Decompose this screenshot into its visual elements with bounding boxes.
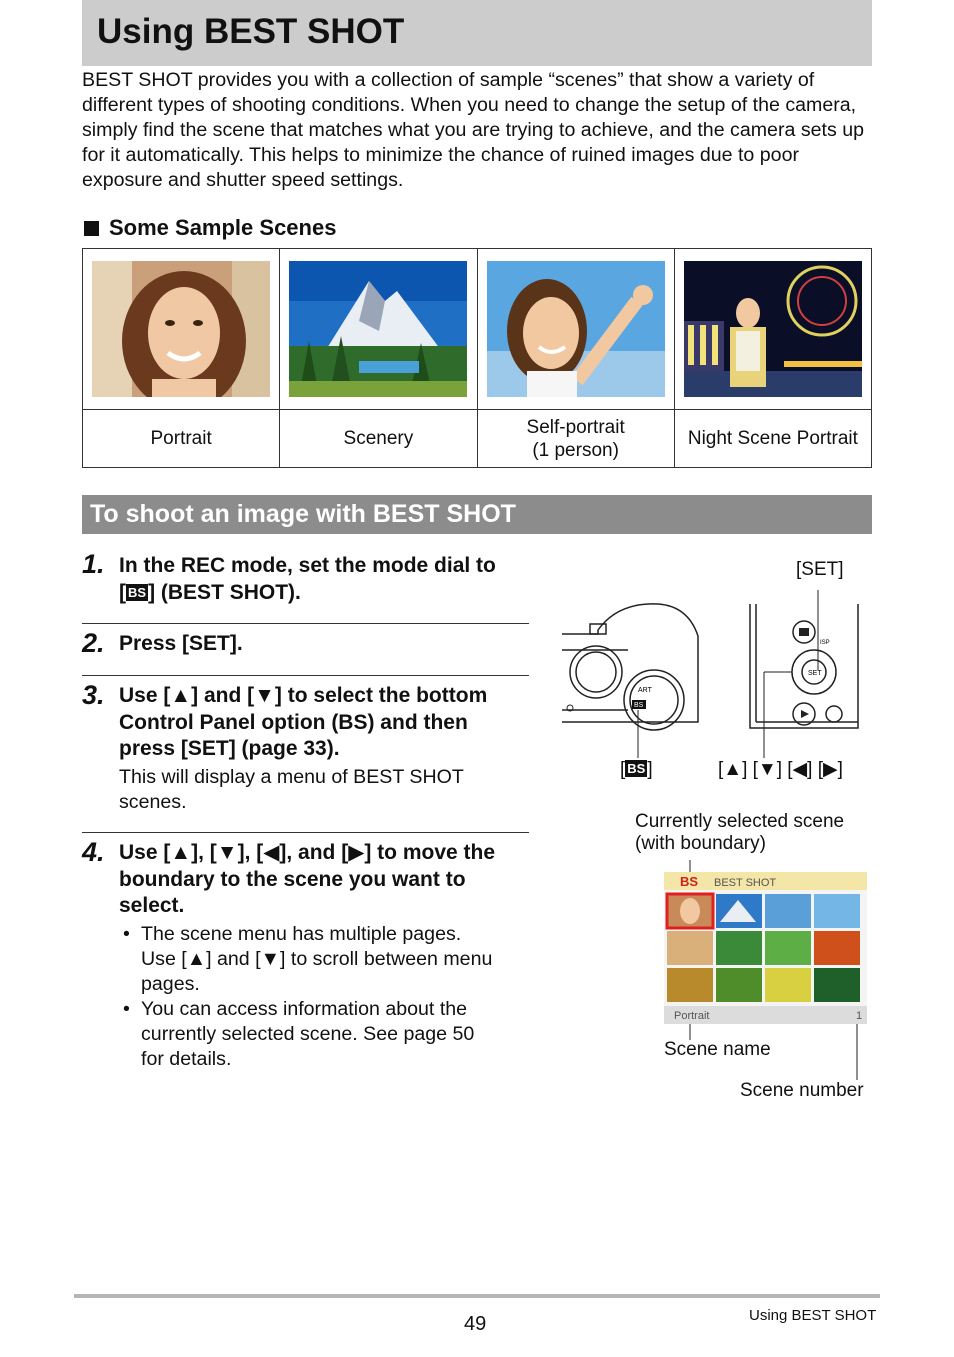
camera-top-view	[562, 604, 698, 730]
step-number: 1.	[82, 549, 105, 579]
step-line: Use [▲], [▼], [◀], and [▶] to move the	[119, 841, 496, 864]
page-number: 49	[464, 1313, 487, 1335]
section-title: To shoot an image with BEST SHOT	[90, 500, 516, 528]
bullet-dot: •	[123, 998, 130, 1020]
step-1-text	[119, 553, 539, 606]
bullet-item	[123, 922, 541, 997]
bullet-line: The scene menu has multiple pages.	[141, 923, 462, 945]
menu-scene-name: Portrait	[674, 1010, 710, 1022]
best-shot-icon: BS	[627, 761, 646, 776]
step-number: 2.	[82, 628, 105, 658]
play-icon	[801, 710, 809, 718]
body-line: This will display a menu of BEST SHOT	[119, 766, 464, 788]
bracket: [	[119, 580, 126, 604]
scene-caption: Scenery	[280, 410, 477, 468]
body-line: scenes.	[119, 791, 187, 813]
scene-thumb	[716, 931, 762, 965]
divider	[82, 623, 529, 624]
scene-caption: Night Scene Portrait	[674, 410, 871, 468]
scene-image-cell	[477, 249, 674, 410]
scene-number-label: Scene number	[740, 1080, 864, 1101]
isp-text: ISP	[820, 640, 830, 646]
scene-image-cell	[674, 249, 871, 410]
self-portrait-photo	[487, 261, 665, 397]
page-title: Using BEST SHOT	[97, 12, 405, 51]
step-4-text	[119, 840, 539, 920]
step-line: In the REC mode, set the mode dial to	[119, 554, 496, 577]
bullet-item	[123, 997, 541, 1072]
scene-thumb	[765, 931, 811, 965]
bullet-dot: •	[123, 923, 130, 945]
dial-art-text: ART	[638, 687, 652, 694]
bs-label	[620, 759, 653, 781]
camera-mode-icon	[799, 628, 809, 636]
square-bullet-icon	[84, 221, 99, 236]
menu-scene-number: 1	[856, 1010, 863, 1022]
scene-caption-line: Self-portrait	[526, 416, 625, 438]
menu-bs-icon: BS	[680, 874, 699, 889]
portrait-photo	[92, 261, 270, 397]
scene-image-cell	[83, 249, 280, 410]
footer-title: Using BEST SHOT	[749, 1307, 877, 1324]
scene-thumb	[667, 968, 713, 1002]
sample-scenes-table	[82, 248, 872, 468]
scene-image-cell	[280, 249, 477, 410]
scene-caption: Portrait	[83, 410, 280, 468]
step-line: ] (BEST SHOT).	[148, 580, 301, 604]
menu-header-text: BEST SHOT	[714, 877, 777, 889]
step-line: boundary to the scene you want to	[119, 867, 466, 891]
night-scene-photo	[684, 261, 862, 397]
step-line: select.	[119, 894, 185, 917]
divider	[82, 832, 529, 833]
camera-back-view	[750, 604, 858, 728]
scene-thumb	[716, 968, 762, 1002]
step-2-text: Press [SET].	[119, 632, 243, 655]
scene-thumb	[814, 968, 860, 1002]
scene-caption-line: (1 person)	[532, 439, 619, 461]
bullet-line: Use [▲] and [▼] to scroll between menu	[141, 948, 493, 970]
step-number: 3.	[82, 680, 105, 710]
bullet-line: for details.	[141, 1048, 232, 1070]
sample-scenes-heading-text: Some Sample Scenes	[109, 215, 337, 240]
bullet-line: currently selected scene. See page 50	[141, 1023, 475, 1045]
scenery-photo	[289, 261, 467, 397]
best-shot-icon: BS	[128, 584, 147, 600]
sample-scenes-heading	[82, 214, 336, 242]
step-line: press [SET] (page 33).	[119, 737, 340, 760]
label-line: (with boundary)	[635, 833, 766, 854]
scene-thumb-face	[680, 898, 700, 924]
footer-rule	[74, 1294, 880, 1298]
step-line: Use [▲] and [▼] to select the bottom	[119, 684, 488, 707]
current-scene-label	[635, 811, 844, 855]
bracket: ]	[647, 759, 653, 780]
scene-name-label: Scene name	[664, 1039, 771, 1060]
bullet-line: You can access information about the	[141, 998, 468, 1020]
camera-diagram	[558, 590, 878, 760]
step-3-text	[119, 683, 539, 763]
scene-caption	[477, 410, 674, 468]
label-line: Currently selected scene	[635, 811, 845, 832]
scene-thumb	[765, 968, 811, 1002]
scene-thumb	[765, 894, 811, 928]
intro-paragraph: BEST SHOT provides you with a collection of sample “scenes” that show a variety of different types of shooting conditions. When you need to change the setup of the camera, simply find the scene that matches what you are trying to achieve, and the camera sets up for it automatically. This helps to minimize the chance of ruined images due to poor exposure and shutter speed settings.	[82, 69, 864, 191]
scene-thumb	[814, 931, 860, 965]
set-label: [SET]	[796, 559, 844, 580]
scene-thumb	[814, 894, 860, 928]
scene-thumb	[667, 931, 713, 965]
divider	[82, 675, 529, 676]
bracket: [	[620, 759, 626, 780]
bullet-line: pages.	[141, 973, 200, 995]
dial-bs-text: BS	[634, 702, 644, 709]
step-line: Control Panel option (BS) and then	[119, 710, 468, 734]
arrows-label: [▲] [▼] [◀] [▶]	[718, 759, 843, 780]
step-3-body	[119, 765, 539, 815]
step-number: 4.	[82, 837, 105, 867]
set-button-text: SET	[808, 670, 822, 677]
